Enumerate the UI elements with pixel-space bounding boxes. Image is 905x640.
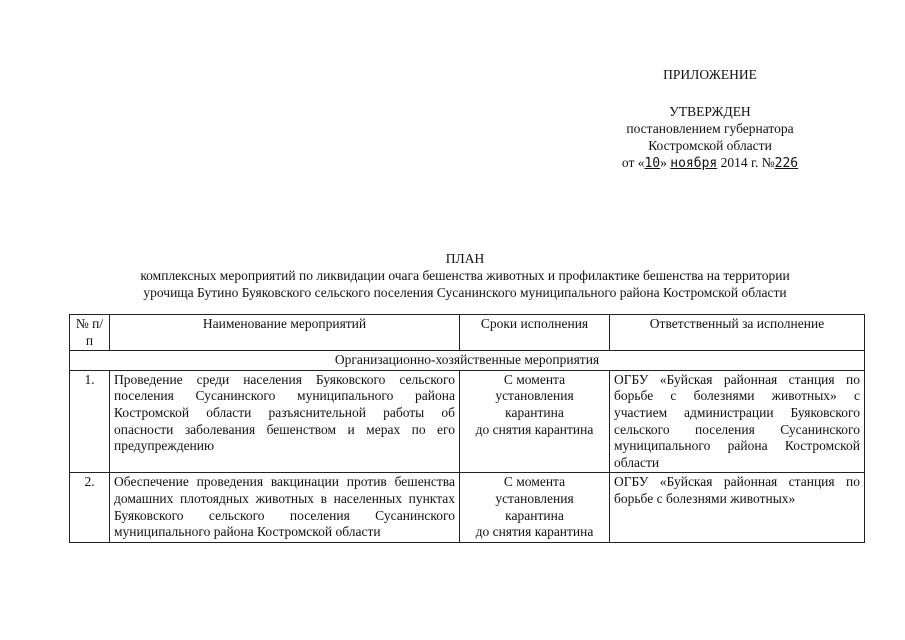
table-header-row <box>70 315 865 351</box>
terms-line: до снятия карантина <box>475 524 594 540</box>
approval-date-line <box>560 154 860 172</box>
terms-line: до снятия карантина <box>475 421 594 437</box>
plan-title: ПЛАН <box>445 251 485 266</box>
row-responsible: ОГБУ «Буйская районная станция по борьбе с болезнями животных» <box>610 473 865 542</box>
terms-line: С момента <box>503 371 566 387</box>
table-row <box>70 370 865 473</box>
row-responsible: ОГБУ «Буйская районная станция по борьбе с болезнями животных» с участием администрации Буяковского сельского поселения Сусанинского муниципального района Костромской области <box>610 370 865 473</box>
row-terms <box>460 370 610 473</box>
row-name: Проведение среди населения Буяковского сельского поселения Сусанинского муниципального района Костромской области разъяснительной работы об опасности заболевания бешенством и мерах по его предупреждению <box>110 370 460 473</box>
section-row <box>70 351 865 371</box>
terms-line: С момента <box>503 474 566 490</box>
approval-block <box>560 66 860 172</box>
plan-subtitle-2: урочища Бутино Буяковского сельского поселения Сусанинского муниципального района Костромской области <box>143 285 787 300</box>
header-terms: Сроки исполнения <box>460 315 610 351</box>
plan-heading <box>60 250 870 301</box>
row-name: Обеспечение проведения вакцинации против бешенства домашних плотоядных животных в населенных пунктах Буяковского сельского поселения Сусанинского муниципального района Костромской области <box>110 473 460 542</box>
table-row <box>70 473 865 542</box>
plan-table <box>69 314 865 543</box>
terms-line: установления <box>495 388 574 404</box>
row-num: 2. <box>70 473 110 542</box>
header-name: Наименование мероприятий <box>110 315 460 351</box>
handwritten-number: 226 <box>774 156 799 171</box>
terms-line: установления <box>495 490 574 506</box>
handwritten-month: ноября <box>670 156 718 171</box>
header-num: № п/п <box>70 315 110 351</box>
row-terms <box>460 473 610 542</box>
terms-line: карантина <box>505 404 564 420</box>
section-title: Организационно-хозяйственные мероприятия <box>70 351 865 371</box>
row-num: 1. <box>70 370 110 473</box>
header-responsible: Ответственный за исполнение <box>610 315 865 351</box>
terms-line: карантина <box>505 507 564 523</box>
appendix-label: ПРИЛОЖЕНИЕ <box>663 67 757 82</box>
date-mid: » <box>660 155 667 170</box>
plan-subtitle-1: комплексных мероприятий по ликвидации очага бешенства животных и профилактике бешенства на территории <box>140 268 790 283</box>
approval-line-2: Костромской области <box>648 138 772 153</box>
approval-line-1: постановлением губернатора <box>626 121 794 136</box>
year-part: 2014 г. № <box>720 155 775 170</box>
date-prefix: от « <box>621 155 645 170</box>
approved-label: УТВЕРЖДЕН <box>669 104 751 119</box>
handwritten-day: 10 <box>644 156 661 171</box>
